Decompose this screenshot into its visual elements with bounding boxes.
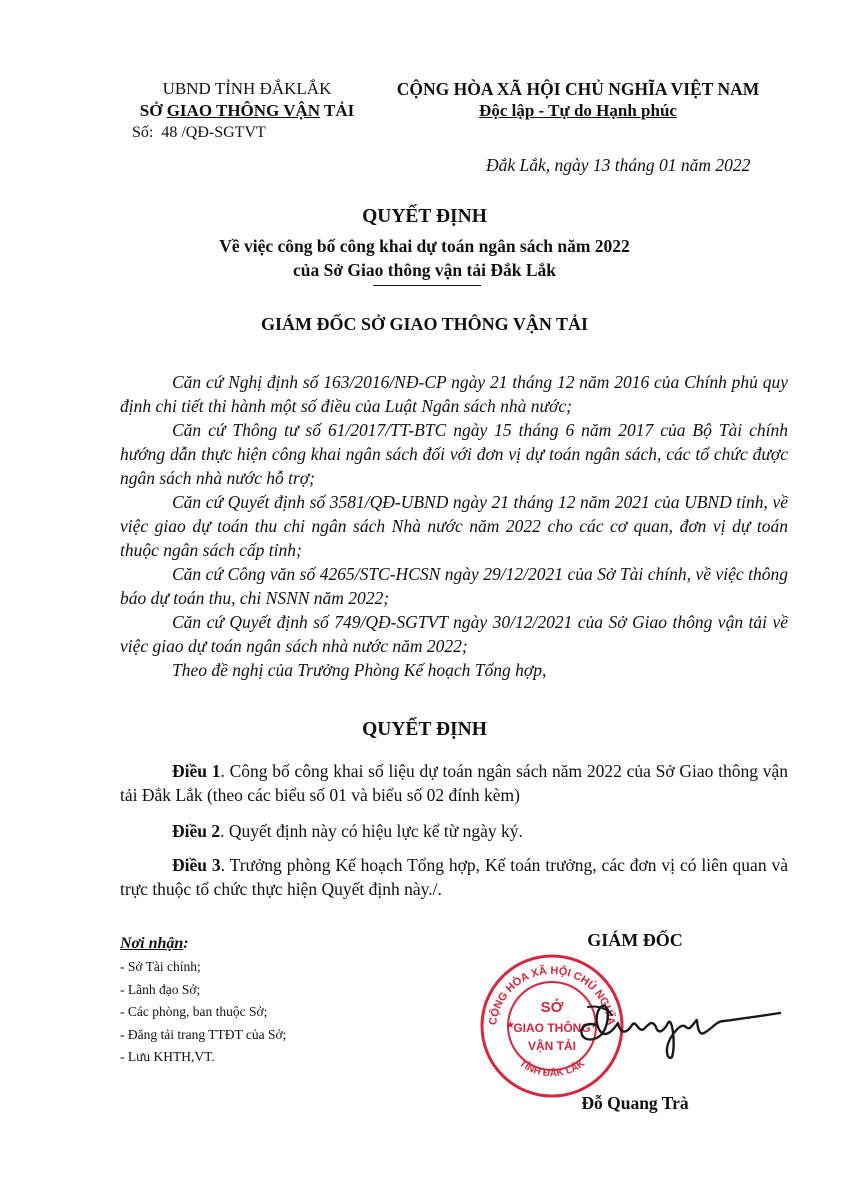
seal-star-left: ★ [506, 1020, 515, 1031]
recipient-item: - Đăng tải trang TTĐT của Sở; [120, 1026, 287, 1042]
recipients-block [120, 932, 420, 1069]
subject-line-2: của Sở Giao thông vận tải Đắk Lắk [292, 260, 556, 280]
national-header-block [378, 78, 778, 122]
seal-star-right: ★ [590, 1020, 599, 1031]
place-and-date: Đắk Lắk, ngày 13 tháng 01 năm 2022 [486, 155, 751, 175]
recipient-item: - Các phòng, ban thuộc Sở; [120, 1004, 268, 1019]
issuing-agency-block [108, 78, 386, 144]
preamble [120, 370, 788, 682]
preamble-item: Căn cứ Thông tư số 61/2017/TT-BTC ngày 15 tháng 6 năm 2017 của Bộ Tài chính hướng dẫn thực hiện công khai ngân sách đối với đơn vị dự toán ngân sách, các tổ chức được ngân sách nhà nước hỗ trợ; [120, 420, 788, 488]
signer-position: GIÁM ĐỐC [587, 930, 683, 950]
article-label: Điều 1 [172, 761, 221, 781]
national-motto: Độc lập - Tự do Hạnh phúc [479, 101, 677, 120]
seal-center-line-2: GIAO THÔNG [513, 1021, 591, 1035]
seal-center-line-3: VẬN TẢI [528, 1039, 576, 1053]
recipient-item: - Lãnh đạo Sở; [120, 981, 201, 997]
article-3 [120, 853, 788, 901]
preamble-item: Căn cứ Công văn số 4265/STC-HCSN ngày 29/12/2021 của Sở Tài chính, về việc thông báo dự toán thu, chi NSNN năm 2022; [120, 564, 788, 608]
title-divider [373, 285, 481, 286]
recipient-item: - Sở Tài chính; [120, 959, 201, 974]
seal-ring-text: CỘNG HÒA XÃ HỘI CHỦ NGHĨA [487, 964, 617, 1026]
preamble-item: Căn cứ Quyết định số 3581/QĐ-UBND ngày 21 tháng 12 năm 2021 của UBND tỉnh, về việc giao dự toán thu chi ngân sách Nhà nước năm 2022 cho các cơ quan, đơn vị dự toán thuộc ngân sách cấp tỉnh; [120, 492, 788, 560]
signer-name: Đỗ Quang Trà [581, 1093, 689, 1113]
recipients-list [120, 956, 420, 1069]
handwritten-signature [548, 985, 788, 1065]
nation-title: CỘNG HÒA XÃ HỘI CHỦ NGHĨA VIỆT NAM [396, 79, 760, 99]
subject-line-1: Về việc công bố công khai dự toán ngân sách năm 2022 [219, 236, 630, 256]
agency-name: SỞ GIAO THÔNG VẬN TẢI [139, 101, 355, 120]
preamble-item: Căn cứ Nghị định số 163/2016/NĐ-CP ngày 21 tháng 12 năm 2016 của Chính phủ quy định chi tiết thi hành một số điều của Luật Ngân sách nhà nước; [120, 372, 788, 416]
seal-center-line-1: SỞ [540, 999, 564, 1016]
agency-parent: UBND TỈNH ĐẮKLẮK [162, 79, 332, 98]
article-text: . Trưởng phòng Kế hoạch Tổng hợp, Kế toán trưởng, các đơn vị có liên quan và trực thuộc tổ chức thực hiện Quyết định này./. [120, 855, 788, 899]
recipients-title: Nơi nhận: [120, 935, 189, 952]
recipient-item: - Lưu KHTH,VT. [120, 1049, 215, 1064]
article-label: Điều 2 [172, 821, 221, 841]
preamble-item: Căn cứ Quyết định số 749/QĐ-SGTVT ngày 30/12/2021 của Sở Giao thông vận tải về việc giao dự toán ngân sách nhà nước năm 2022; [120, 612, 788, 656]
article-label: Điều 3 [172, 855, 221, 875]
article-text: . Công bố công khai số liệu dự toán ngân sách năm 2022 của Sở Giao thông vận tải Đắk Lắk (theo các biểu số 01 và biểu số 02 đính kèm) [120, 761, 788, 805]
document-type: QUYẾT ĐỊNH [362, 206, 487, 227]
article-1 [120, 759, 788, 807]
preamble-item: Theo đề nghị của Trưởng Phòng Kế hoạch Tổng hợp, [172, 660, 547, 680]
document-number: Số: 48 /QĐ-SGTVT [132, 124, 266, 141]
article-text: . Quyết định này có hiệu lực kể từ ngày ký. [220, 821, 523, 841]
seal-bottom-text: TỈNH ĐẮK LẮK [517, 1058, 587, 1080]
article-2 [120, 819, 788, 843]
decision-heading: QUYẾT ĐỊNH [362, 719, 487, 740]
issuing-authority: GIÁM ĐỐC SỞ GIAO THÔNG VẬN TẢI [260, 314, 589, 334]
